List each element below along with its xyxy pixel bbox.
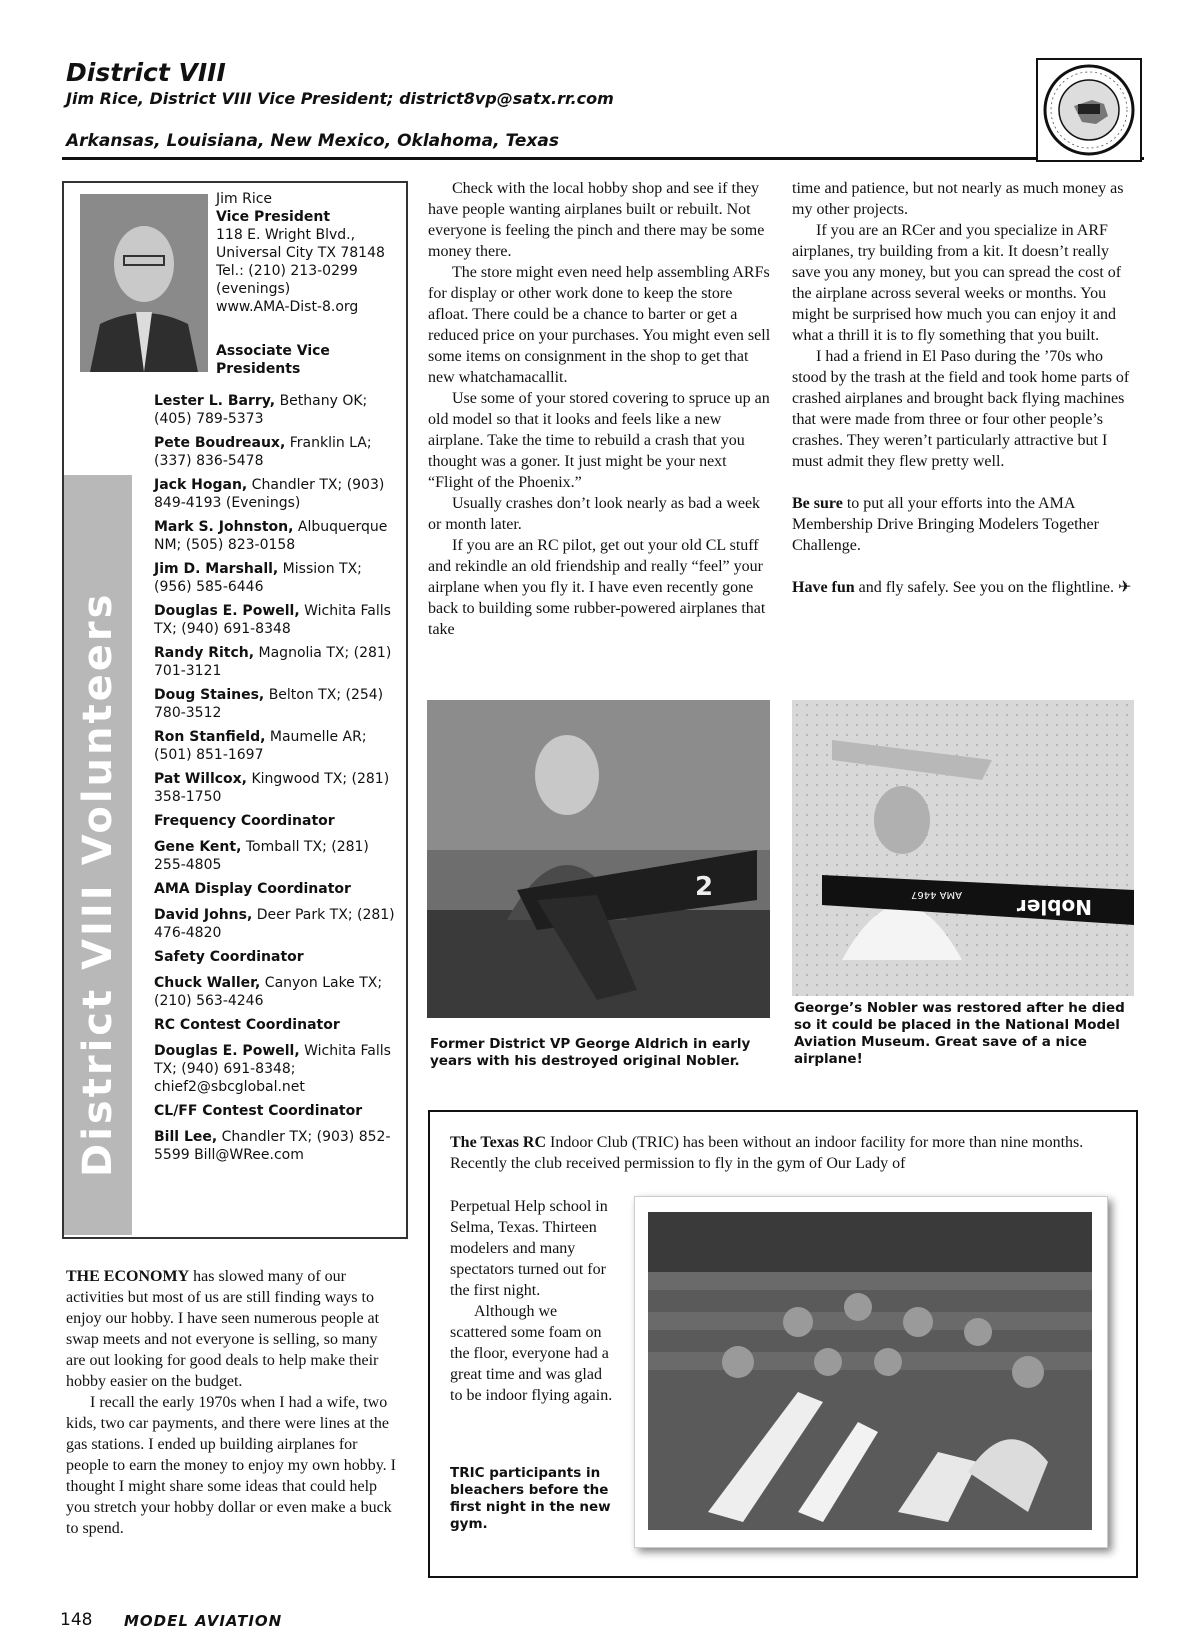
paragraph: I recall the early 1970s when I had a wife, two kids, two car payments, and there were lines at the gas stations. I ended up building airplanes for people to earn the money to enjoy my own hobby. I thought I might share some ideas that could help you stretch your hobby dollar or even make a buck to spend. xyxy=(66,1394,396,1537)
photo-tric xyxy=(648,1212,1092,1530)
paragraph: time and patience, but not nearly as much money as my other projects. xyxy=(792,180,1124,218)
district-states: Arkansas, Louisiana, New Mexico, Oklahoma, Texas xyxy=(66,131,559,151)
paragraph: THE ECONOMY has slowed many of our activities but most of us are still finding ways to enjoy our hobby. I have seen numerous people at swap meets and not everyone is selling, so many are out looking for good deals to help make their hobby easier on the budget. xyxy=(66,1268,380,1390)
header-rule xyxy=(62,157,1144,160)
freq-heading: Frequency Coordinator xyxy=(154,813,335,829)
list-item: Bill Lee, Chandler TX; (903) 852-5599 Bill@WRee.com xyxy=(154,1129,391,1163)
list-item: Ron Stanfield, Maumelle AR; (501) 851-1697 xyxy=(154,729,367,763)
rc-heading: RC Contest Coordinator xyxy=(154,1017,340,1033)
vp-website[interactable]: www.AMA-Dist-8.org xyxy=(216,299,359,315)
plane-number: 2 xyxy=(695,872,714,902)
tric-intro: The Texas RC Indoor Club (TRIC) has been without an indoor facility for more than nine months. Recently the club received permission to fly in the gym of Our Lady of xyxy=(450,1134,1084,1172)
ama-seal-icon xyxy=(1038,60,1140,160)
article-column-1 xyxy=(66,1266,396,1539)
vp-address-2: Universal City TX 78148 xyxy=(216,245,385,261)
list-item: Jim D. Marshall, Mission TX; (956) 585-6446 xyxy=(154,561,362,595)
vp-contact xyxy=(216,190,402,316)
paragraph: If you are an RC pilot, get out your old CL stuff and rekindle an old friendship and really “feel” your airplane when you fly it. I have even recently gone back to building some rubber-powered airplanes that take xyxy=(428,537,766,638)
sidebar-band-title: District VIII Volunteers xyxy=(75,591,121,1177)
page-subtitle: Jim Rice, District VIII Vice President; district8vp@satx.rr.com xyxy=(66,89,614,108)
list-item: Pat Willcox, Kingwood TX; (281) 358-1750 xyxy=(154,771,390,805)
district-seal xyxy=(1036,58,1142,162)
vp-name: Jim Rice xyxy=(216,191,273,207)
paragraph: Perpetual Help school in Selma, Texas. Thirteen modelers and many spectators turned out for the first night. xyxy=(450,1198,608,1299)
person-icon xyxy=(80,194,208,372)
article-column-3 xyxy=(792,178,1138,598)
page-number: 148 xyxy=(60,1610,93,1630)
caption-photo-aldrich: Former District VP George Aldrich in early years with his destroyed original Nobler. xyxy=(430,1036,751,1069)
vp-portrait xyxy=(80,194,208,372)
list-item: David Johns, Deer Park TX; (281) 476-4820 xyxy=(154,907,395,941)
safety-heading: Safety Coordinator xyxy=(154,949,304,965)
vp-phone: Tel.: (210) 213-0299 xyxy=(216,263,358,279)
list-item: Lester L. Barry, Bethany OK; (405) 789-5373 xyxy=(154,393,368,427)
list-item: Chuck Waller, Canyon Lake TX; (210) 563-4246 xyxy=(154,975,383,1009)
paragraph: Use some of your stored covering to spruce up an old model so that it looks and feels like a new airplane. Take the time to rebuild a crash that you thought was a goner. It just might be your next “Flight of the Phoenix.” xyxy=(428,390,770,491)
plane-registration: AMA 4467 xyxy=(911,889,962,900)
associate-heading: Associate Vice Presidents xyxy=(216,343,330,377)
paragraph: Check with the local hobby shop and see if they have people wanting airplanes built or rebuilt. Not everyone is feeling the pinch and there may be some money there. xyxy=(428,180,765,260)
list-item: Douglas E. Powell, Wichita Falls TX; (940) 691-8348 xyxy=(154,603,391,637)
list-item: Douglas E. Powell, Wichita Falls TX; (940) 691-8348; chief2@sbcglobal.net xyxy=(154,1043,391,1095)
vp-address-1: 118 E. Wright Blvd., xyxy=(216,227,356,243)
photo-tric-image xyxy=(648,1212,1092,1530)
display-heading: AMA Display Coordinator xyxy=(154,881,351,897)
photo-nobler-image xyxy=(792,700,1134,996)
list-item: Gene Kent, Tomball TX; (281) 255-4805 xyxy=(154,839,369,873)
end-mark-icon: ✈ xyxy=(1118,579,1132,596)
paragraph: If you are an RCer and you specialize in ARF airplanes, try building from a kit. It doesn’t really save you any money, but you can spread the cost of the airplane across several weeks or months. You might be surprised how much you can enjoy it and what a thrill it is to fly something that you built. xyxy=(792,222,1122,344)
tric-narrow-text xyxy=(450,1196,616,1406)
paragraph: Be sure to put all your efforts into the AMA Membership Drive Bringing Modelers Together Challenge. xyxy=(792,495,1099,554)
article-column-2 xyxy=(428,178,772,640)
volunteer-list xyxy=(154,392,400,1170)
list-item: Doug Staines, Belton TX; (254) 780-3512 xyxy=(154,687,384,721)
photo-nobler xyxy=(792,700,1134,996)
photo-aldrich-image xyxy=(427,700,770,1018)
magazine-name: MODEL AVIATION xyxy=(124,1612,283,1630)
clff-heading: CL/FF Contest Coordinator xyxy=(154,1103,363,1119)
list-item: Jack Hogan, Chandler TX; (903) 849-4193 (Evenings) xyxy=(154,477,385,511)
paragraph: I had a friend in El Paso during the ’70s who stood by the trash at the field and took home parts of crashed airplanes and brought back flying machines that were made from three or four other people’s crashes. They weren’t particularly attractive but I must admit they flew pretty well. xyxy=(792,348,1130,470)
vp-phone-note: (evenings) xyxy=(216,281,291,297)
paragraph: Have fun and fly safely. See you on the flightline. ✈ xyxy=(792,579,1132,596)
plane-name: Nobler xyxy=(1016,895,1092,919)
list-item: Pete Boudreaux, Franklin LA; (337) 836-5478 xyxy=(154,435,372,469)
sidebar-band xyxy=(64,475,132,1235)
caption-photo-nobler: George’s Nobler was restored after he died so it could be placed in the National Model Aviation Museum. Great save of a nice airplane! xyxy=(794,1000,1125,1067)
paragraph: Although we scattered some foam on the floor, everyone had a great time and was glad to be indoor flying again. xyxy=(450,1303,613,1404)
vp-role: Vice President xyxy=(216,209,331,225)
page-title: District VIII xyxy=(66,58,226,87)
paragraph: Usually crashes don’t look nearly as bad a week or month later. xyxy=(428,495,761,533)
list-item: Mark S. Johnston, Albuquerque NM; (505) 823-0158 xyxy=(154,519,388,553)
photo-aldrich xyxy=(427,700,770,1018)
list-item: Randy Ritch, Magnolia TX; (281) 701-3121 xyxy=(154,645,392,679)
paragraph: The store might even need help assembling ARFs for display or other work done to keep the store afloat. There could be a chance to barter or get a reduced price on your purchases. You might even sell some items on consignment in the shop to get that new whatchamacallit. xyxy=(428,264,771,386)
caption-tric: TRIC participants in bleachers before the first night in the new gym. xyxy=(450,1465,611,1532)
